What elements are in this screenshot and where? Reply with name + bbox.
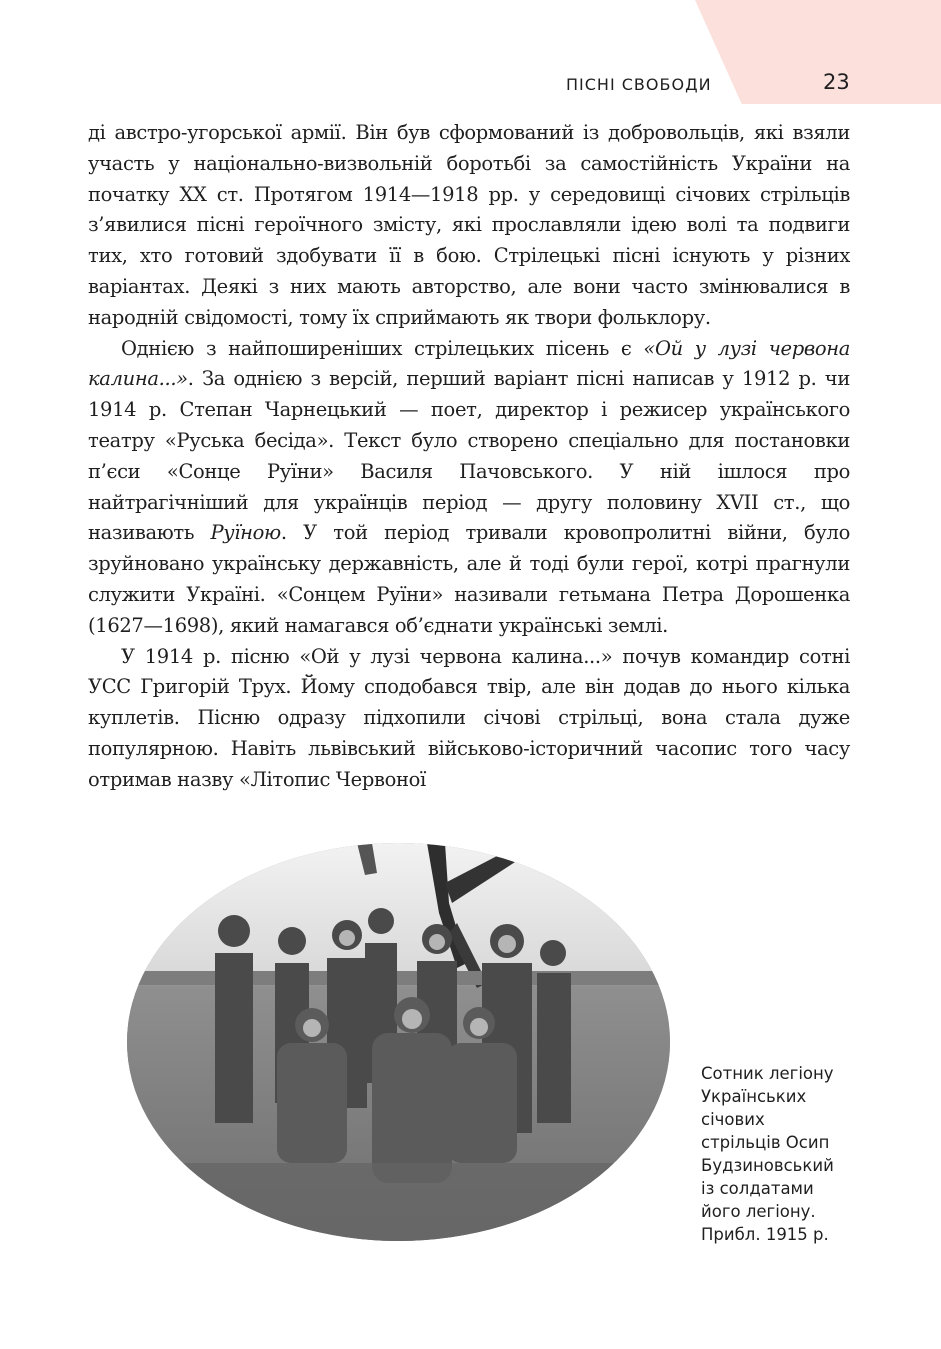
paragraph-3: У 1914 р. пісню «Ой у лузі червона калина...» почув командир сотні УСС Григорій Трух. Йому сподобався твір, але він додав до нього кілька куплетів. Пісню одразу підхопили січові стрільці, вона стала дуже популярною. Навіть львівський військово-історичний часопис того часу отримав назву «Літопис Червоної: [88, 644, 850, 791]
page-number: 23: [823, 70, 850, 94]
historical-photo: [127, 843, 670, 1241]
body-text: [88, 118, 850, 796]
paragraph-2: [88, 334, 850, 642]
photo-illustration: [127, 843, 670, 1241]
paragraph-2-text-b: . За однією з версій, перший варіант пісні написав у 1912 р. чи 1914 р. Степан Чарнецький — поет, директор і режисер українського театру «Руська бесіда». Текст було створено спеціально для постановки п’єси «Сонце Руїни» Василя Пачовського. У ній ішлося про найтрагічніший для українців період — другу половину XVII ст., що називають: [88, 367, 850, 545]
song-title: «Ой у лузі червона калина...»: [88, 336, 850, 391]
running-title: ПІСНІ СВОБОДИ: [566, 75, 712, 94]
photo-caption: Сотник легіону Українських січових стрільців Осип Будзиновський із солдатами його легіону. Прибл. 1915 р.: [701, 1064, 834, 1244]
paragraph-2-text-c: . У той період тривали кровопролитні війни, було зруйновано українську державність, але й тоді були герої, котрі прагнули служити Україні. «Сонцем Руїни» називали гетьмана Петра Дорошенка (1627—1698), який намагався об’єднати українські землі.: [88, 521, 850, 637]
paragraph-2-text-a: Однією з найпоширеніших стрілецьких пісень є: [121, 336, 644, 360]
paragraph-1: ді австро-угорської армії. Він був сформований із добровольців, які взяли участь у національно-визвольній боротьбі за самостійність України на початку ХХ ст. Протягом 1914—1918 рр. у середовищі січових стрільців з’явилися пісні героїчного змісту, які прославляли ідею волі та подвиги тих, хто готовий здобувати її в бою. Стрілецькі пісні існують у різних варіантах. Деякі з них мають авторство, але вони часто змінювалися в народній свідомості, тому їх сприймають як твори фольклору.: [88, 121, 850, 329]
corner-accent: [695, 0, 941, 104]
ruin-term: Руїною: [210, 521, 281, 545]
